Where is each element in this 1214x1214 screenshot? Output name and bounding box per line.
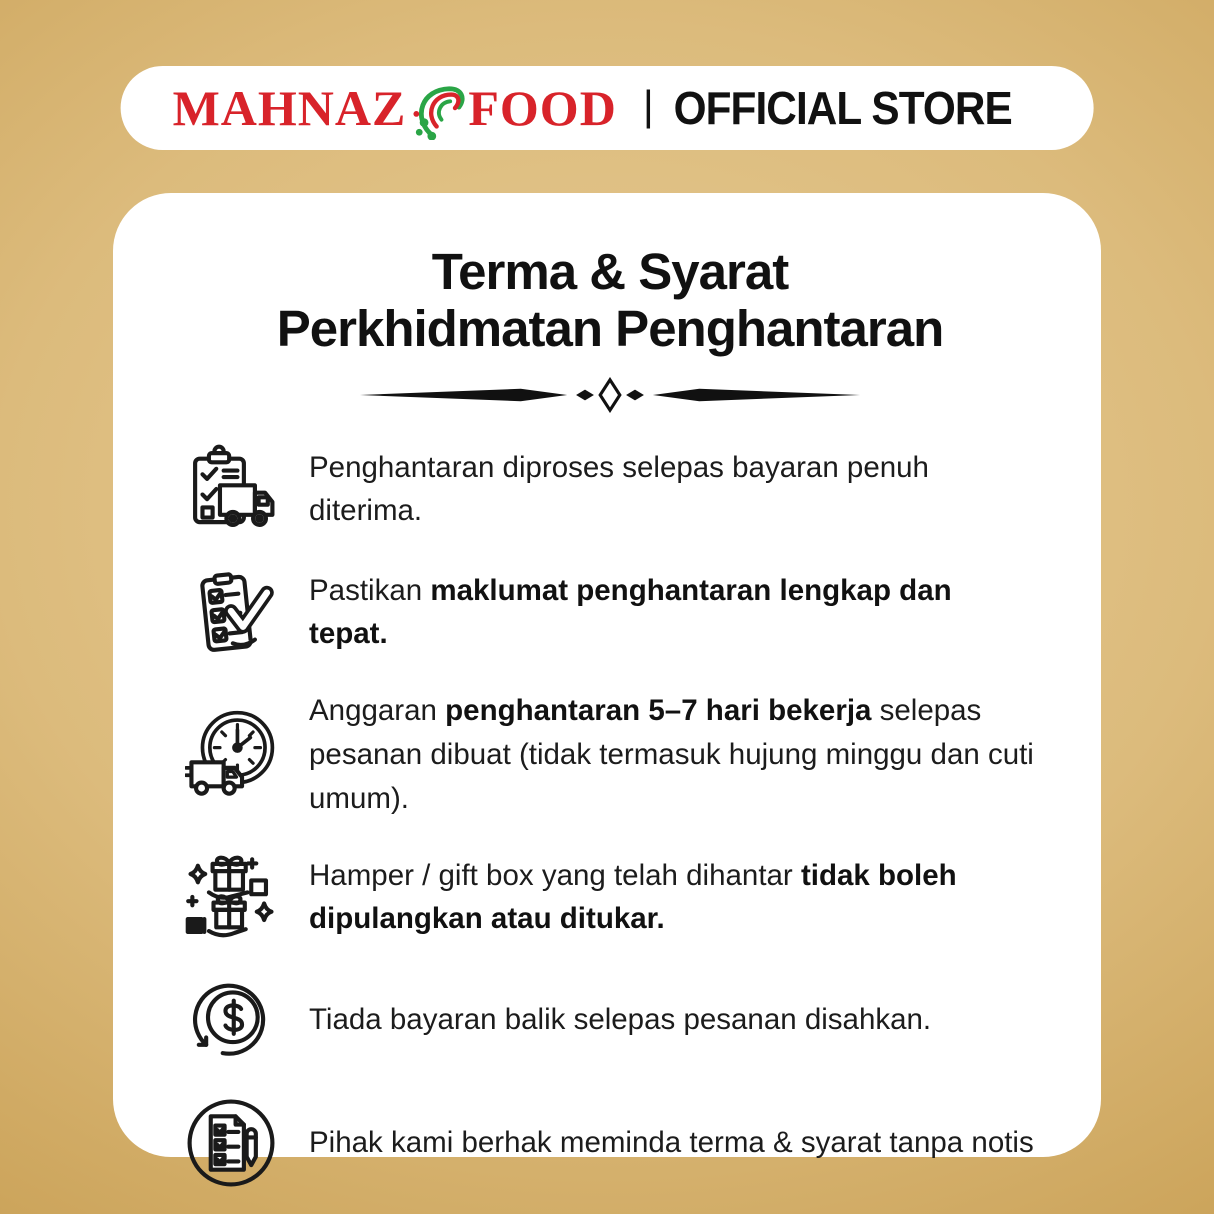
page-title-line1: Terma & Syarat: [431, 243, 789, 300]
terms-item: [185, 851, 1035, 943]
terms-item-text: [309, 569, 1035, 656]
terms-item-segment: Hamper / gift box yang telah dihantar: [309, 858, 801, 892]
checklist-phone-icon: [185, 566, 277, 658]
terms-item: [185, 443, 1035, 535]
brand-text-mahnaz: MAHNAZ: [172, 80, 407, 136]
page-title-line2: Perkhidmatan Penghantaran: [276, 300, 944, 358]
terms-list: [185, 443, 1035, 1189]
clipboard-truck-icon: [185, 443, 277, 535]
terms-item-segment: penghantaran 5–7 hari bekerja: [445, 694, 872, 728]
terms-item: [185, 566, 1035, 658]
terms-item-segment: maklumat penghantaran lengkap dan tepat.: [309, 573, 952, 651]
clock-truck-icon: [185, 709, 277, 801]
terms-item-segment: Tiada bayaran balik selepas pesanan disahkan.: [309, 1003, 932, 1037]
terms-item-text: [309, 1121, 1034, 1165]
ornament-divider-icon: [185, 377, 1035, 413]
terms-item: [185, 974, 1035, 1066]
terms-item-segment: Anggaran: [309, 694, 446, 728]
gift-hands-icon: [185, 851, 277, 943]
terms-item-text: [309, 998, 931, 1042]
terms-item-segment: selepas pesanan dibuat (tidak termasuk hujung minggu dan cuti umum).: [309, 694, 1034, 815]
terms-item-segment: Penghantaran diproses selepas bayaran penuh diterima.: [309, 450, 929, 528]
terms-item-segment: Pihak kami berhak meminda terma & syarat tanpa notis: [309, 1126, 1034, 1160]
terms-document-icon: [185, 1097, 277, 1189]
terms-item: [185, 1097, 1035, 1189]
terms-card: [113, 193, 1101, 1160]
terms-item: [185, 689, 1035, 820]
terms-item-segment: Pastikan: [309, 573, 431, 607]
header-separator: |: [642, 82, 654, 129]
terms-item-text: [309, 446, 1035, 533]
brand-logo: [173, 79, 617, 137]
brand-swoosh-icon: [408, 82, 466, 138]
page-title: [185, 243, 1035, 357]
brand-text-food: FOOD: [468, 80, 617, 136]
official-store-label: OFFICIAL STORE: [673, 82, 1012, 134]
terms-item-segment: tidak boleh dipulangkan atau ditukar.: [309, 858, 957, 936]
header-pill: [121, 66, 1094, 150]
terms-item-text: [309, 689, 1035, 820]
refund-dollar-icon: [185, 974, 277, 1066]
terms-item-text: [309, 854, 1035, 941]
